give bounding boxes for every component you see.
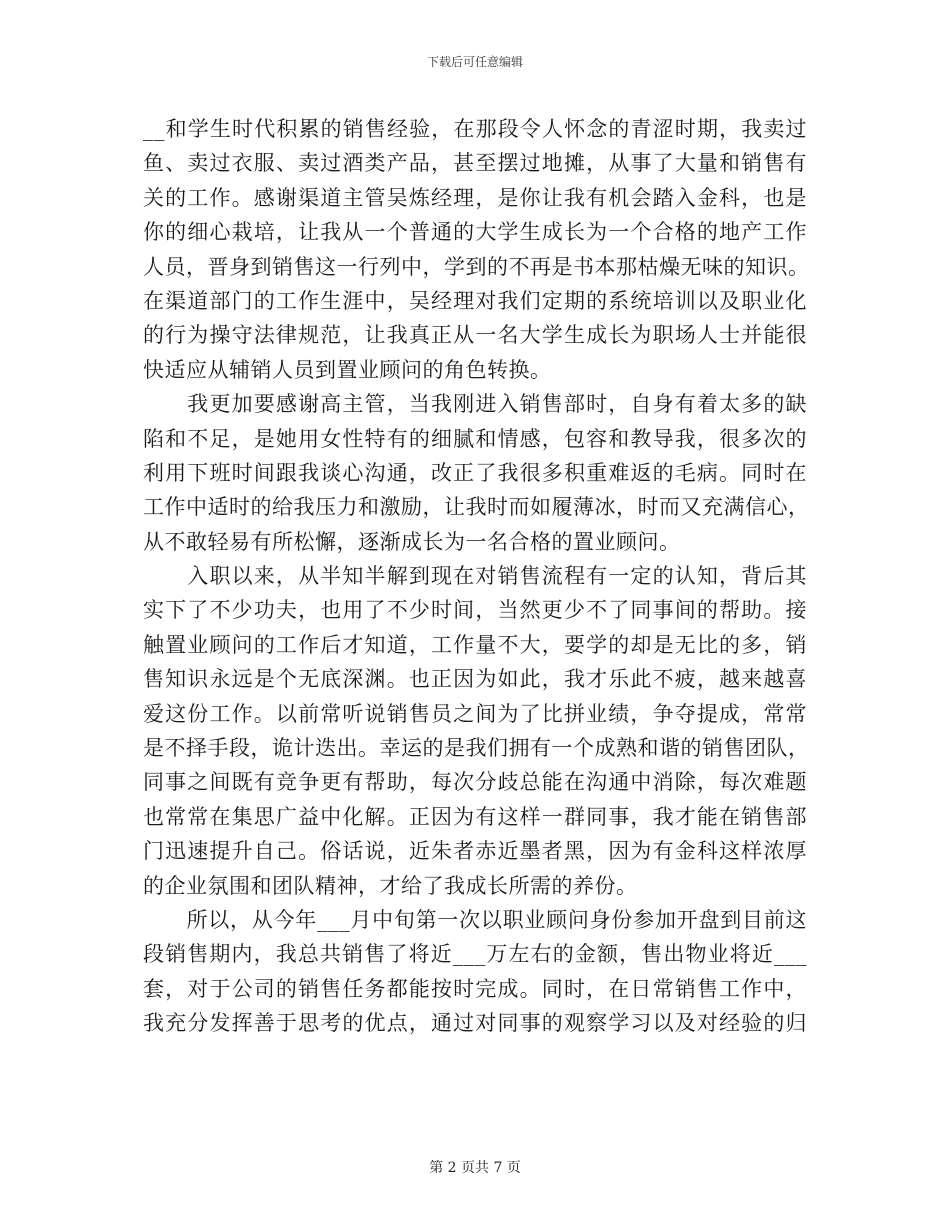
page-header: 下载后可任意编辑: [426, 55, 523, 69]
body-line: 人员，晋身到销售这一行列中，学到的不再是书本那枯燥无味的知识。: [143, 254, 810, 279]
body-line: 同事之间既有竞争更有帮助，每次分歧总能在沟通中消除，每次难题: [143, 770, 807, 795]
body-line: 的企业氛围和团队精神，才给了我成长所需的养份。: [143, 873, 638, 898]
body-line: 实下了不少功夫，也用了不少时间，当然更少不了同事间的帮助。接: [143, 598, 807, 623]
body-line: 在渠道部门的工作生涯中，吴经理对我们定期的系统培训以及职业化: [143, 288, 807, 313]
body-line: 从不敢轻易有所松懈，逐渐成长为一名合格的置业顾问。: [143, 529, 681, 554]
body-line: 陷和不足，是她用女性特有的细腻和情感，包容和教导我，很多次的: [143, 426, 807, 451]
body-line: 快适应从辅销人员到置业顾问的角色转换。: [143, 357, 552, 382]
page-footer: 第 2 页共 7 页: [429, 1160, 521, 1176]
body-line: 触置业顾问的工作后才知道，工作量不大，要学的却是无比的多，销: [143, 632, 807, 657]
body-line: 你的细心栽培，让我从一个普通的大学生成长为一个合格的地产工作: [143, 220, 807, 245]
body-line: 门迅速提升自己。俗话说，近朱者赤近墨者黑，因为有金科这样浓厚: [143, 839, 807, 864]
body-line: 售知识永远是个无底深渊。也正因为如此，我才乐此不疲，越来越喜: [143, 667, 807, 692]
body-line: 我充分发挥善于思考的优点，通过对同事的观察学习以及对经验的归: [143, 1011, 807, 1036]
body-line: 我更加要感谢高主管，当我刚进入销售部时，自身有着太多的缺: [143, 392, 807, 417]
body-line: 也常常在集思广益中化解。正因为有这样一群同事，我才能在销售部: [143, 804, 807, 829]
body-line: 是不择手段，诡计迭出。幸运的是我们拥有一个成熟和谐的销售团队，: [143, 736, 810, 761]
body-line: 鱼、卖过衣服、卖过酒类产品，甚至摆过地摊，从事了大量和销售有: [143, 151, 807, 176]
body-line: 利用下班时间跟我谈心沟通，改正了我很多积重难返的毛病。同时在: [143, 460, 807, 485]
body-line: 爱这份工作。以前常听说销售员之间为了比拼业绩，争夺提成，常常: [143, 701, 807, 726]
body-line: 套，对于公司的销售任务都能按时完成。同时，在日常销售工作中，: [143, 976, 807, 1001]
document-body: [143, 112, 810, 1041]
body-line: __和学生时代积累的销售经验，在那段令人怀念的青涩时期，我卖过: [143, 117, 807, 141]
body-line: 段销售期内，我总共销售了将近___万左右的金额，售出物业将近___: [143, 942, 807, 967]
body-line: 的行为操守法律规范，让我真正从一名大学生成长为职场人士并能很: [143, 323, 807, 348]
body-line: 工作中适时的给我压力和激励，让我时而如履薄冰，时而又充满信心，: [143, 495, 810, 520]
body-line: 关的工作。感谢渠道主管吴炼经理，是你让我有机会踏入金科，也是: [143, 185, 807, 210]
body-line: 入职以来，从半知半解到现在对销售流程有一定的认知，背后其: [143, 564, 807, 589]
body-line: 所以，从今年___月中旬第一次以职业顾问身份参加开盘到目前这: [143, 907, 807, 932]
